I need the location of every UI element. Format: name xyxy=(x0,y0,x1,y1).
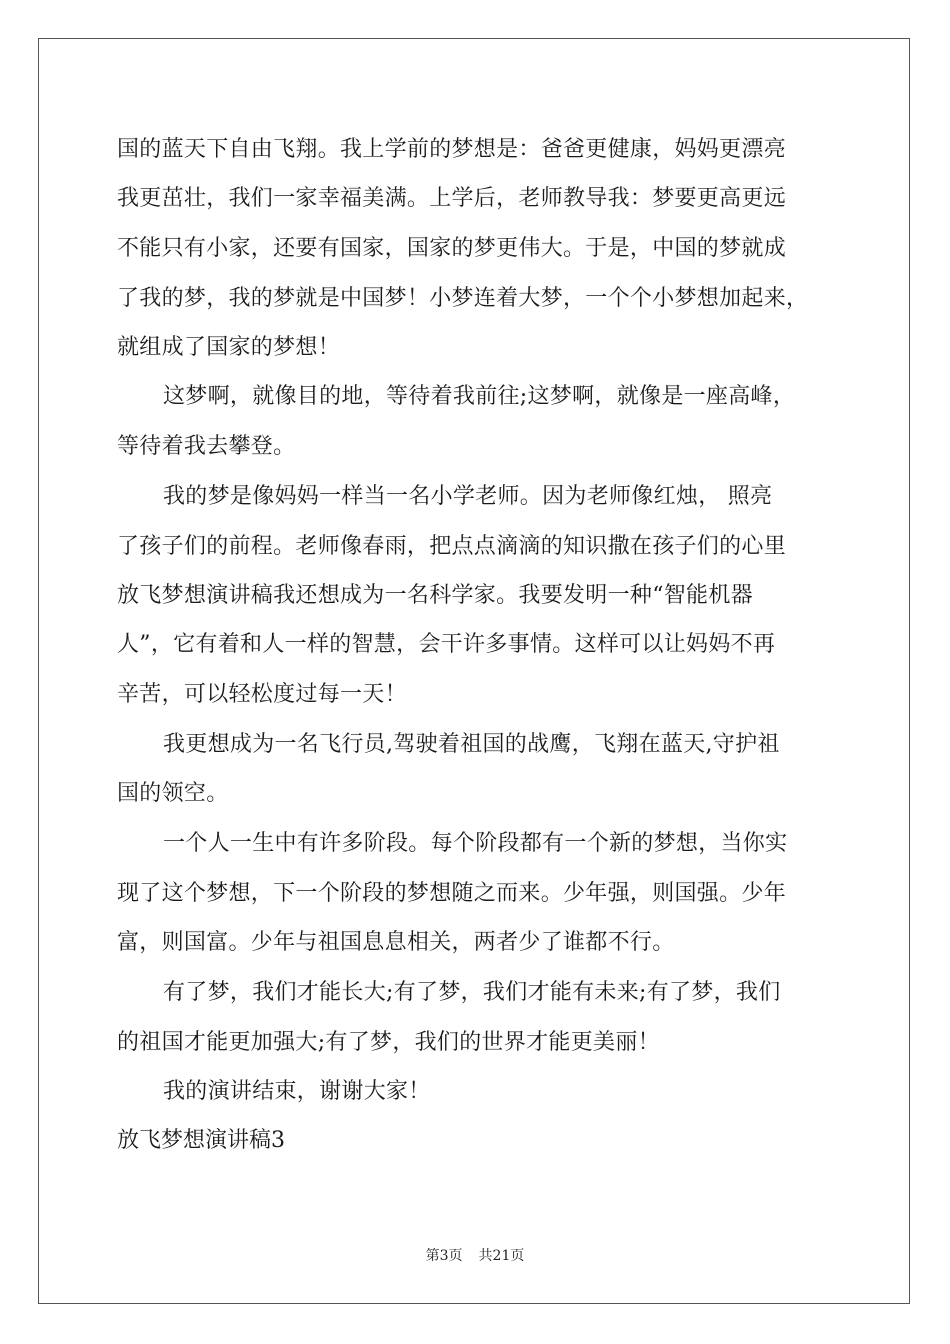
text-line: 了孩子们的前程。老师像春雨，把点点滴滴的知识撒在孩子们的心里 xyxy=(117,534,787,559)
paragraph-first-line: 这梦啊，就像目的地，等待着我前往;这梦啊，就像是一座高峰， xyxy=(163,384,796,409)
page-footer xyxy=(0,1247,950,1265)
page-number: 第3页 xyxy=(425,1248,463,1264)
text-line: 人”，它有着和人一样的智慧，会干许多事情。这样可以让妈妈不再 xyxy=(117,632,776,657)
page-total: 共21页 xyxy=(478,1248,525,1264)
text-line: 我更茁壮，我们一家幸福美满。上学后，老师教导我：梦要更高更远 xyxy=(117,186,787,211)
paragraph-first-line: 我的演讲结束，谢谢大家！ xyxy=(163,1079,431,1104)
text-line: 了我的梦，我的梦就是中国梦！小梦连着大梦，一个个小梦想加起来， xyxy=(117,286,809,311)
page-border xyxy=(38,38,910,1304)
text-line: 富，则国富。少年与祖国息息相关，两者少了谁都不行。 xyxy=(117,930,675,955)
text-line: 不能只有小家，还要有国家，国家的梦更伟大。于是，中国的梦就成 xyxy=(117,236,787,261)
paragraph-first-line: 一个人一生中有许多阶段。每个阶段都有一个新的梦想，当你实 xyxy=(163,831,788,856)
text-line: 国的领空。 xyxy=(117,781,229,806)
text-line: 放飞梦想演讲稿我还想成为一名科学家。我要发明一种“智能机器 xyxy=(117,583,753,608)
paragraph-first-line: 我更想成为一名飞行员,驾驶着祖国的战鹰，飞翔在蓝天,守护祖 xyxy=(163,732,780,757)
text-line: 辛苦，可以轻松度过每一天！ xyxy=(117,682,407,707)
text-line: 现了这个梦想，下一个阶段的梦想随之而来。少年强，则国强。少年 xyxy=(117,881,787,906)
paragraph-first-line: 我的梦是像妈妈一样当一名小学老师。因为老师像红烛， 照亮 xyxy=(163,484,773,509)
text-line: 就组成了国家的梦想！ xyxy=(117,335,341,360)
paragraph-first-line: 有了梦，我们才能长大;有了梦，我们才能有未来;有了梦，我们 xyxy=(163,980,781,1005)
text-line: 国的蓝天下自由飞翔。我上学前的梦想是：爸爸更健康，妈妈更漂亮 xyxy=(117,137,787,162)
section-title: 放飞梦想演讲稿3 xyxy=(117,1128,285,1153)
text-line: 等待着我去攀登。 xyxy=(117,434,296,459)
text-line: 的祖国才能更加强大;有了梦，我们的世界才能更美丽！ xyxy=(117,1030,660,1055)
